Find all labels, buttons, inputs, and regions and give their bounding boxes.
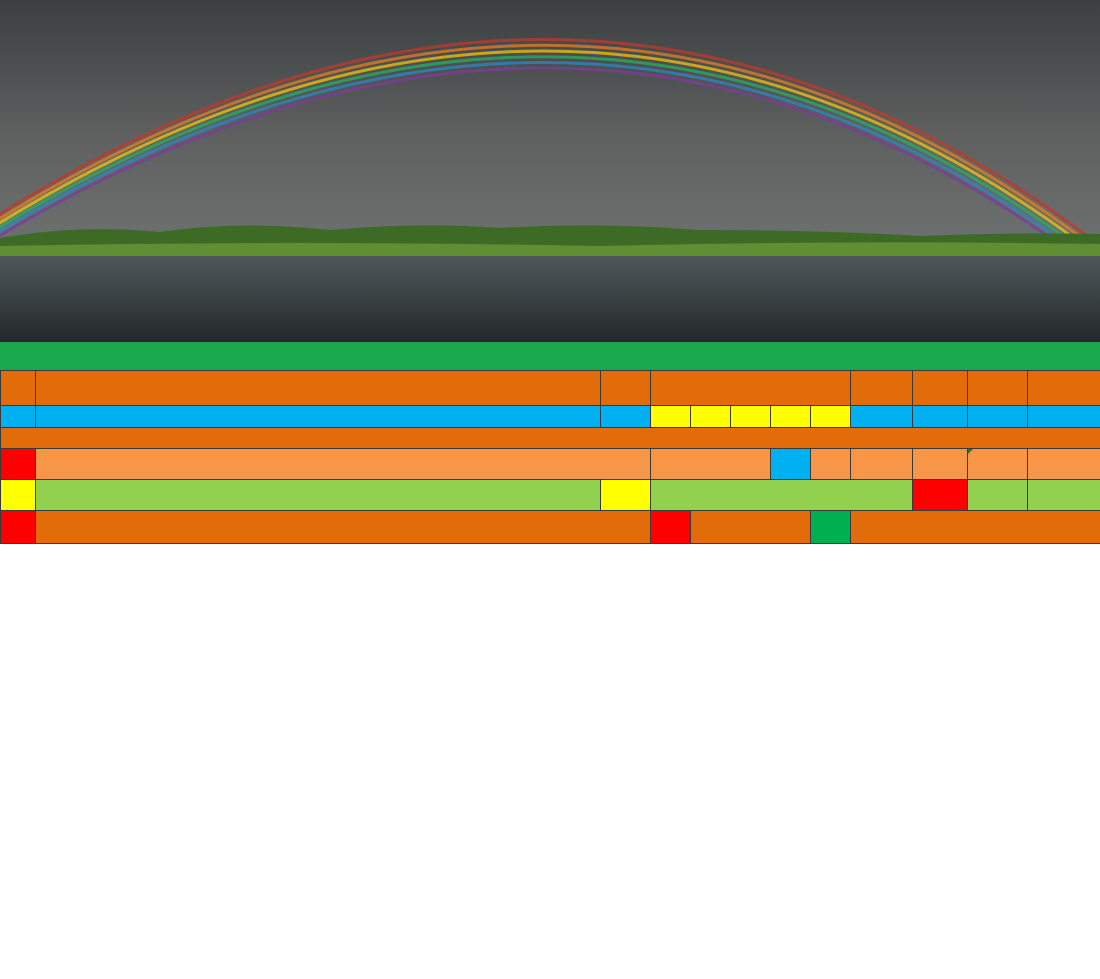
standul-nr-art <box>651 480 913 511</box>
footer-total-kg <box>851 449 913 480</box>
round-4-header <box>771 406 811 428</box>
e-label <box>913 480 968 511</box>
red-marker-cell-3 <box>651 511 691 544</box>
subheader-blank <box>1 406 36 428</box>
round-1-header <box>651 406 691 428</box>
orange-cell <box>691 511 811 544</box>
separator-cell <box>1 428 1100 449</box>
av2-label <box>601 480 651 511</box>
header-loc <box>1028 371 1100 406</box>
subheader-kgbuc <box>968 406 1028 428</box>
subheader-general <box>1028 406 1100 428</box>
subheader-blank <box>601 406 651 428</box>
footer-total-buc <box>913 449 968 480</box>
sheet-title <box>0 342 1100 370</box>
subheader-row <box>1 406 1100 428</box>
header-row <box>1 371 1100 406</box>
orange-cell-2 <box>851 511 1100 544</box>
header-total <box>851 371 913 406</box>
header-nr2 <box>913 371 968 406</box>
art-label <box>1028 480 1100 511</box>
round-5-header <box>811 406 851 428</box>
cmmc-label <box>651 449 771 480</box>
standul-articolul <box>36 480 601 511</box>
header-stand <box>601 371 651 406</box>
red-marker-cell-2 <box>1 511 36 544</box>
total-label <box>811 449 851 480</box>
footer-standul-row <box>1 480 1100 511</box>
footer-blank <box>1028 449 1100 480</box>
header-cap-turi <box>651 371 851 406</box>
footer-notice-row <box>1 449 1100 480</box>
av-label <box>1 480 36 511</box>
subheader-buc <box>913 406 968 428</box>
rainbow-lake-photo <box>0 0 1100 342</box>
results-table <box>0 370 1100 544</box>
header-echipa <box>36 371 601 406</box>
footer-media <box>968 449 1028 480</box>
red-marker-cell <box>1 449 36 480</box>
footer-boilies-row <box>1 511 1100 544</box>
separator-row <box>1 428 1100 449</box>
header-media <box>968 371 1028 406</box>
blue-marker-cell <box>771 449 811 480</box>
header-nr <box>1 371 36 406</box>
round-3-header <box>731 406 771 428</box>
subheader-kg <box>851 406 913 428</box>
green-marker-cell <box>811 511 851 544</box>
boilies-note <box>36 511 651 544</box>
notificare-text <box>36 449 651 480</box>
stand-nr-label <box>968 480 1028 511</box>
round-2-header <box>691 406 731 428</box>
subheader-blank <box>36 406 601 428</box>
